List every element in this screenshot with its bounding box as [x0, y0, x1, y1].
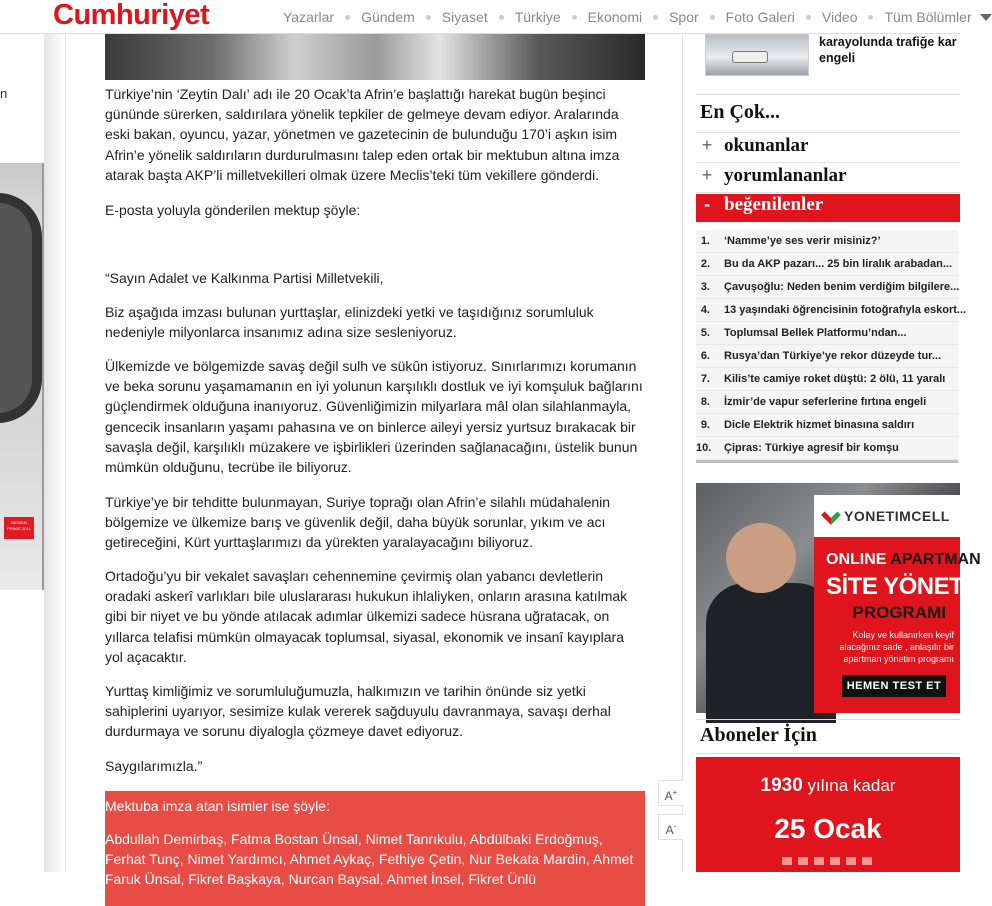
list-link[interactable]: Çipras: Türkiye agresif bir komşu	[724, 442, 899, 454]
minus-icon: -	[704, 194, 710, 214]
section-divider	[696, 132, 960, 133]
list-item[interactable]	[696, 299, 967, 322]
ad-headline-1	[826, 551, 981, 569]
ad-test-button[interactable]: HEMEN TEST ET	[842, 675, 946, 697]
list-item[interactable]	[696, 230, 958, 253]
promo-cut-text	[782, 857, 872, 865]
list-item[interactable]	[696, 437, 958, 460]
list-item[interactable]	[696, 345, 958, 368]
font-decrease-label: A	[665, 823, 674, 837]
yonetimcell-ad[interactable]	[696, 483, 989, 713]
left-cut-text: n	[0, 86, 8, 101]
article-paragraph: Yurttaş kimliğimiz ve sorumluluğumuzla, halkımızın ve tarihin önünde siz yetki sahiplerini uyarıyor, sesimize kulak vererek sağduyulu davranmaya, savaşı derhal durdurmaya ve sorunu diyalogla çözmeye davet ediyoruz.	[105, 683, 611, 740]
signatories-names: Abdullah Demirbaş, Fatma Bostan Ünsal, Nimet Tanrıkulu, Abdülbaki Erdoğmuş, Ferhat Tunç, Nimet Yardımcı, Ahmet Aykaç, Fethiye Çetin, Nur Bekata Mardin, Ahmet Faruk Ünsal, Fikret Başkaya, Nurcan Baysal, Ahmet İnsel, Fikret Ünlü	[105, 831, 634, 888]
headphone-image	[0, 193, 42, 423]
nav-separator	[806, 15, 811, 20]
list-link[interactable]: Bu da AKP pazarı... 25 bin liralık arabadan...	[724, 258, 953, 270]
tab-begenilenler[interactable]	[696, 194, 960, 222]
list-number: 7.	[700, 373, 710, 385]
list-link[interactable]: Dicle Elektrik hizmet binasına saldırı	[724, 419, 915, 431]
section-divider	[696, 753, 960, 754]
left-gutter	[0, 34, 65, 872]
list-number: 8.	[700, 396, 710, 408]
nav-spor[interactable]: Spor	[669, 9, 699, 25]
ad-apartman: APARTMAN	[890, 551, 981, 568]
plus-icon: +	[672, 788, 678, 797]
chevron-down-icon[interactable]	[980, 14, 992, 21]
main-nav	[283, 0, 992, 34]
nav-separator	[499, 15, 504, 20]
most-liked-list	[696, 230, 967, 463]
ad-logo-box	[814, 495, 960, 537]
nav-ekonomi[interactable]: Ekonomi	[587, 9, 643, 25]
ad-headline-3: PROGRAMI	[852, 603, 946, 622]
article-paragraph: Türkiye’nin ‘Zeytin Dalı’ adı ile 20 Ocak’ta Afrin’e başlattığı harekat bugün beşinci gününde sürerken, saldırılara yönelik tepkiler de gelmeye devam ediyor. Aralarında eski bakan, oyuncu, yazar, yönetmen ve gazetecinin de bulunduğu 170’i aşkın isim Afrin’e yönelik saldırıların durdurulmasını talep eden ortak bir mektubun altına imza atarak başta AKP’li milletvekilleri olmak üzere Meclis’teki tüm vekillere gönderdi.	[105, 86, 620, 183]
nav-separator	[426, 15, 431, 20]
ad-online: ONLINE	[826, 551, 891, 568]
ad-logo-text: YONETIMCELL	[844, 508, 950, 524]
plus-icon: +	[701, 135, 713, 155]
article-column	[65, 34, 683, 888]
ad-description: Kolay ve kullanırken keyif alacağınız sade , anlaşılır bir apartman yönetim programı	[839, 630, 954, 664]
nav-separator	[868, 15, 873, 20]
news-title-link[interactable]: karayolunda trafiğe kar engeli	[819, 35, 957, 65]
yonetimcell-logo-icon	[821, 505, 841, 525]
list-number: 5.	[700, 327, 710, 339]
nav-video[interactable]: Video	[821, 9, 858, 25]
right-sidebar	[683, 34, 989, 872]
list-item[interactable]	[696, 391, 958, 414]
subscription-promo[interactable]	[696, 757, 960, 872]
list-link[interactable]: Toplumsal Bellek Platformu’ndan...	[724, 327, 907, 339]
tab-yorumlananlar[interactable]	[696, 165, 960, 193]
nav-turkiye[interactable]: Türkiye	[514, 9, 561, 25]
tab-okunanlar[interactable]	[696, 135, 960, 163]
promo-line-1	[696, 775, 960, 797]
list-number: 4.	[700, 304, 710, 316]
list-link[interactable]: Çavuşoğlu: Neden benim verdiğim bilgilere...	[724, 281, 960, 293]
signatories-box	[105, 791, 645, 906]
list-item[interactable]	[696, 414, 958, 437]
news-thumbnail[interactable]	[705, 34, 809, 76]
article-paragraph: “Sayın Adalet ve Kalkınma Partisi Milletvekili,	[105, 270, 384, 286]
list-number: 2.	[700, 258, 710, 270]
article-paragraph: Ortadoğu’yu bir vekalet savaşları cehennemine çevirmiş olan yabancı devletlerin oradaki askerî varlıkları bile uluslararası hukukun ihlaliyken, onların arasına katılmak gibi bir niyet ve bu yönde atılacak adımlar ülkemizi sadece hüsrana uğratacak, on yıllarca telafisi mümkün olmayacak toplumsal, siyasal, ekonomik ve insanî kayıplara yol açacaktır.	[105, 568, 628, 665]
ad-person-head	[726, 523, 796, 593]
list-item[interactable]	[696, 276, 958, 299]
promo-line-1-rest: yılına kadar	[802, 776, 896, 795]
nav-separator	[653, 15, 658, 20]
ad-headline-2: SİTE YÖNETİM	[826, 573, 989, 600]
list-item[interactable]	[696, 253, 958, 276]
left-skyscraper-ad[interactable]	[0, 163, 44, 590]
nav-tum-bolumler[interactable]: Tüm Bölümler	[884, 9, 972, 25]
nav-foto-galeri[interactable]: Foto Galeri	[725, 9, 795, 25]
nav-separator	[572, 15, 577, 20]
section-divider	[696, 94, 960, 95]
tab-label: okunanlar	[724, 135, 809, 156]
list-number: 10.	[696, 442, 712, 454]
site-logo[interactable]: Cumhuriyet	[53, 0, 210, 31]
nav-siyaset[interactable]: Siyaset	[441, 9, 488, 25]
plus-icon: +	[701, 165, 713, 185]
nav-separator	[710, 15, 715, 20]
list-link[interactable]: İzmir’de vapur seferlerine fırtına engeli	[724, 396, 927, 408]
font-increase-button[interactable]	[658, 780, 684, 806]
article-hero-image	[105, 34, 645, 80]
ad-red-panel	[814, 537, 989, 713]
car-image	[732, 51, 768, 63]
promo-date: 25 Ocak	[774, 813, 882, 844]
article-paragraph: E-posta yoluyla gönderilen mektup şöyle:	[105, 202, 361, 218]
list-number: 1.	[700, 235, 710, 247]
most-heading: En Çok...	[700, 101, 781, 123]
font-decrease-button[interactable]	[658, 814, 684, 840]
nav-yazarlar[interactable]: Yazarlar	[283, 9, 335, 25]
tab-label: yorumlananlar	[724, 165, 847, 186]
article-paragraph: Biz aşağıda imzası bulunan yurttaşlar, elinizdeki yetki ve taşıdığınız sorumluluk nedeniyle milyonlarca insanımız adına size sesleniyoruz.	[105, 304, 594, 341]
list-link[interactable]: 13 yaşındaki öğrencisinin fotoğrafıyla eskort...	[724, 304, 967, 316]
tab-label: beğenilenler	[724, 194, 824, 215]
list-number: 3.	[700, 281, 710, 293]
list-item[interactable]	[696, 322, 958, 345]
nav-separator	[345, 15, 350, 20]
nav-gundem[interactable]: Gündem	[361, 9, 415, 25]
article-paragraph: Türkiye’ye bir tehditte bulunmayan, Suriye toprağı olan Afrin’e silahlı müdahalenin bölgemize ve ülkemize barış ve güvenlik değil, daha büyük sorunlar, yıkım ve acı getireceğini, Kürt yurttaşlarımızı da yürekten yaralayacağını biliyoruz.	[105, 494, 611, 551]
top-bar	[0, 0, 972, 34]
signatories-title: Mektuba imza atan isimler ise şöyle:	[105, 798, 330, 814]
list-link[interactable]: Rusya’dan Türkiye’ye rekor düzeyde tur...	[724, 350, 942, 362]
award-badge: DESIGN PRIVAT 2011	[4, 517, 34, 539]
list-number: 9.	[700, 419, 710, 431]
article-paragraph: Saygılarımızla.”	[105, 758, 203, 774]
gutter-shadow	[44, 34, 65, 872]
list-number: 6.	[700, 350, 710, 362]
list-link[interactable]: ‘Namme’ye ses verir misiniz?’	[724, 235, 881, 247]
font-increase-label: A	[664, 789, 673, 803]
section-divider	[696, 719, 960, 720]
list-link[interactable]: Kilis’te camiye roket düştü: 2 ölü, 11 yaralı	[724, 373, 946, 385]
minus-icon: -	[673, 822, 677, 831]
list-item[interactable]	[696, 368, 958, 391]
promo-year: 1930	[760, 775, 803, 796]
article-paragraph: Ülkemizde ve bölgemizde savaş değil sulh ve sükûn istiyoruz. Sınırlarımızı korumanın ve beka sorunu yaşamamanın en iyi yolunun karşılıklı dostluk ve iyi komşuluk bağlarını güçlendirmek olduğuna inanıyoruz. Güvenliğimizin milyarlara mâl olan silahlanmayla, gencecik insanların yaşamı pahasına ve on binlerce aileyi yersiz yurtsuz bırakacak bir savaşla değil, karşılıklı müzakere ve işbirlikleri üzerinden sağlanacağını, üstelik bunun mümkün olduğunu, tecrübe ile biliyoruz.	[105, 358, 643, 476]
subscribers-heading: Aboneler İçin	[700, 724, 817, 746]
